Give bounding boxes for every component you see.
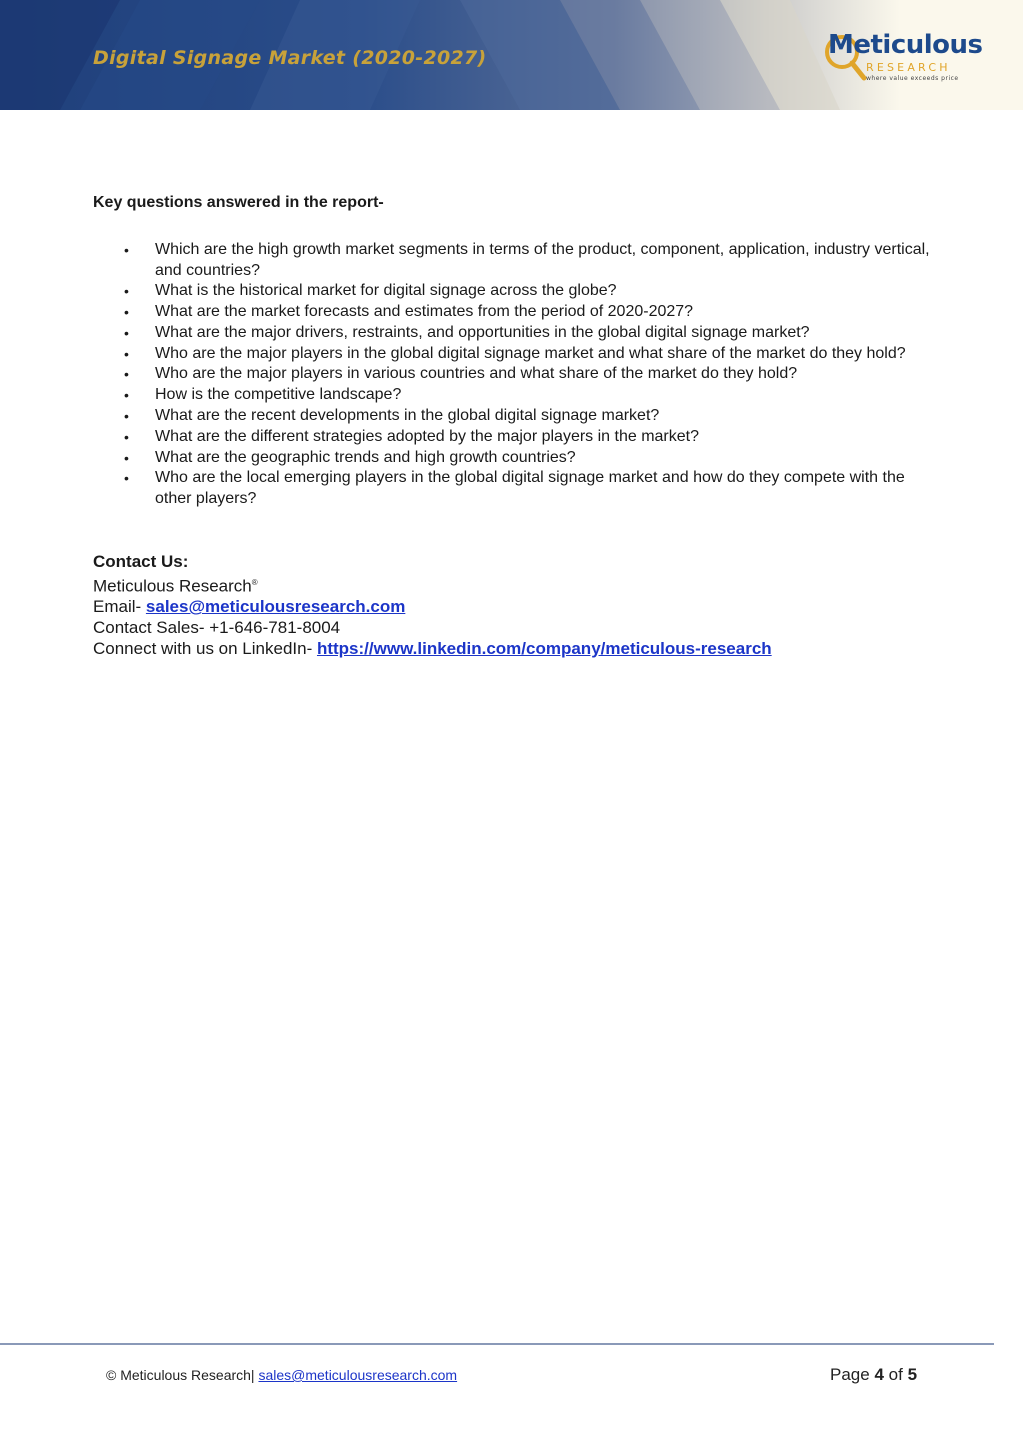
contact-company xyxy=(93,573,772,597)
page-of: of xyxy=(888,1365,903,1384)
email-link[interactable]: sales@meticulousresearch.com xyxy=(145,597,406,617)
meticulous-research-logo xyxy=(822,28,983,90)
bullet-icon: • xyxy=(124,449,129,466)
bullet-icon: • xyxy=(124,387,129,404)
report-title: Digital Signage Market (2020-2027) xyxy=(93,47,487,69)
contact-section xyxy=(93,552,772,660)
list-item xyxy=(93,281,933,302)
list-item xyxy=(93,427,933,448)
section-heading: Key questions answered in the report- xyxy=(93,194,384,211)
list-item xyxy=(93,323,933,344)
registered-mark: ® xyxy=(251,577,258,587)
contact-title: Contact Us: xyxy=(93,552,189,571)
footer-divider xyxy=(0,1343,994,1345)
list-item xyxy=(93,240,933,281)
bullet-icon: • xyxy=(124,366,129,383)
question-text: How is the competitive landscape? xyxy=(155,386,402,404)
company-name: Meticulous Research xyxy=(93,576,252,596)
list-item xyxy=(93,406,933,427)
list-item xyxy=(93,364,933,385)
question-text: What are the major drivers, restraints, and opportunities in the global digital signage market? xyxy=(155,323,810,341)
page-label: Page xyxy=(830,1365,870,1384)
footer-copyright xyxy=(106,1367,457,1383)
page-current: 4 xyxy=(874,1365,884,1384)
list-item xyxy=(93,468,933,509)
question-text: Which are the high growth market segments in terms of the product, component, application, industry vertical, and countries? xyxy=(155,241,930,279)
list-item xyxy=(93,302,933,323)
bullet-icon: • xyxy=(124,304,129,321)
question-text: What are the different strategies adopted by the major players in the market? xyxy=(155,427,699,445)
question-text: Who are the major players in various countries and what share of the market do they hold? xyxy=(155,365,798,383)
page-total: 5 xyxy=(907,1365,918,1384)
question-text: Who are the major players in the global digital signage market and what share of the market do they hold? xyxy=(155,344,906,362)
question-text: What are the market forecasts and estimates from the period of 2020-2027? xyxy=(155,303,694,321)
logo-tagline: where value exceeds price xyxy=(866,75,959,82)
bullet-icon: • xyxy=(124,428,129,445)
bullet-icon: • xyxy=(124,242,129,258)
questions-list xyxy=(93,240,933,510)
bullet-icon: • xyxy=(124,408,129,425)
logo-subtitle: RESEARCH xyxy=(866,61,951,74)
page-number xyxy=(830,1365,917,1385)
logo-wordmark: Meticulous xyxy=(828,30,983,60)
list-item xyxy=(93,448,933,469)
linkedin-link[interactable]: https://www.linkedin.com/company/meticulous-research xyxy=(316,638,772,658)
contact-phone: Contact Sales- +1-646-781-8004 xyxy=(93,618,341,638)
question-text: Who are the local emerging players in the global digital signage market and how do they compete with the other players? xyxy=(155,469,905,507)
contact-linkedin-line xyxy=(93,639,772,660)
list-item xyxy=(93,385,933,406)
bullet-icon: • xyxy=(124,345,129,362)
page-header xyxy=(0,0,1023,110)
question-text: What are the recent developments in the global digital signage market? xyxy=(155,407,660,425)
linkedin-label: Connect with us on LinkedIn- xyxy=(93,638,317,658)
email-label: Email- xyxy=(93,597,146,617)
contact-email-line xyxy=(93,597,772,618)
copyright-text: © Meticulous Research| xyxy=(106,1367,255,1383)
bullet-icon: • xyxy=(124,470,129,487)
list-item xyxy=(93,344,933,365)
bullet-icon: • xyxy=(124,324,129,341)
footer-email-link[interactable]: sales@meticulousresearch.com xyxy=(258,1367,458,1383)
bullet-icon: • xyxy=(124,283,129,300)
question-text: What are the geographic trends and high growth countries? xyxy=(155,448,576,466)
question-text: What is the historical market for digital signage across the globe? xyxy=(155,282,617,300)
